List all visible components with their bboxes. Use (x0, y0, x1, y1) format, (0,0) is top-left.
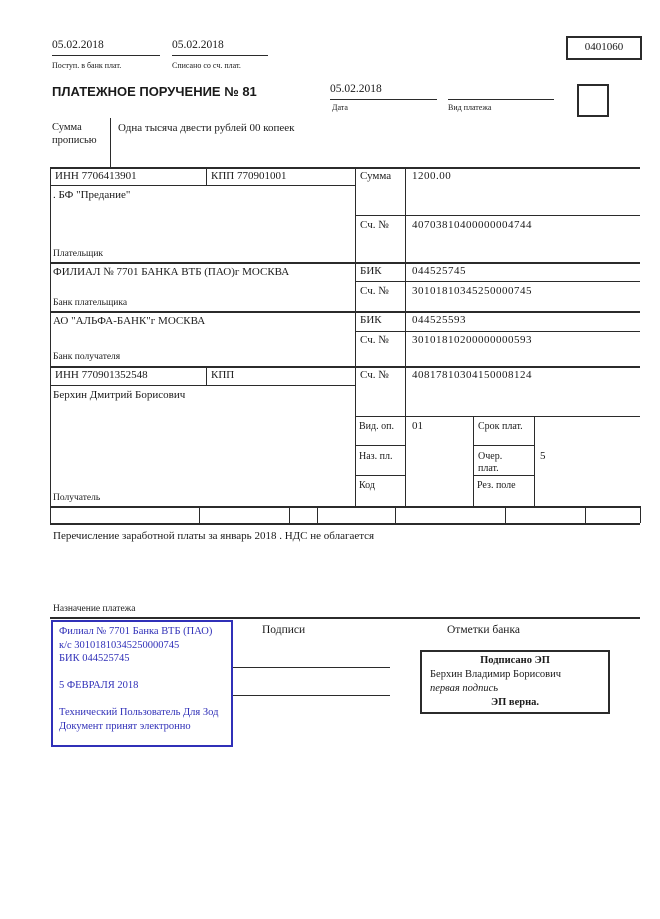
esign-kind: первая подпись (430, 683, 499, 694)
table-line (355, 281, 640, 282)
signatures-label: Подписи (262, 624, 306, 636)
op-kind-label: Вид. оп. (359, 421, 394, 432)
tax-row-divider (289, 506, 290, 523)
purpose-code-label: Наз. пл. (359, 451, 393, 462)
bank-stamp-status: Документ принят электронно (59, 720, 191, 732)
tax-row-divider (395, 506, 396, 523)
payee-account-label: Сч. № (360, 369, 389, 381)
payer-bank-name: ФИЛИАЛ № 7701 БАНКА ВТБ (ПАО)г МОСКВА (53, 266, 290, 278)
payer-bank-bik-label: БИК (360, 265, 382, 277)
debited-from-account-date: 05.02.2018 (172, 38, 268, 56)
tax-row-divider (505, 506, 506, 523)
table-line (50, 185, 355, 186)
divider (110, 118, 111, 167)
signature-line-1 (233, 667, 390, 668)
form-code-box: 0401060 (566, 36, 642, 60)
payer-bank-account-label: Сч. № (360, 285, 389, 297)
payer-bank-section-label: Банк плательщика (53, 298, 128, 308)
amount-value: 1200.00 (412, 170, 452, 182)
payee-bank-account-value: 30101810200000000593 (412, 334, 532, 346)
payee-section-label: Получатель (53, 493, 101, 503)
table-line (50, 523, 640, 525)
table-line (473, 416, 474, 506)
bank-stamp-spacer (59, 666, 225, 680)
reserve-field-label: Рез. поле (477, 480, 516, 491)
payment-purpose-label: Назначение платежа (53, 604, 136, 614)
table-line (355, 475, 405, 476)
payer-section-label: Плательщик (53, 249, 104, 259)
bank-stamp-user: Технический Пользователь Для Зод (59, 707, 219, 718)
bank-stamp-line: Филиал № 7701 Банка ВТБ (ПАО) (59, 626, 213, 637)
signature-line-2 (233, 695, 390, 696)
payee-name: Берхин Дмитрий Борисович (53, 389, 186, 401)
document-title: ПЛАТЕЖНОЕ ПОРУЧЕНИЕ № 81 (52, 84, 257, 99)
table-line (50, 506, 640, 508)
payee-account-value: 40817810304150008124 (412, 369, 532, 381)
payee-bank-section-label: Банк получателя (53, 352, 121, 362)
op-kind-value: 01 (412, 420, 423, 432)
amount-in-words-value: Одна тысяча двести рублей 00 копеек (118, 122, 295, 134)
table-line (534, 416, 535, 506)
bank-stamp-box (51, 620, 233, 747)
table-line (405, 167, 406, 506)
table-line (206, 167, 207, 185)
table-line (50, 167, 51, 523)
table-line (206, 366, 207, 385)
bank-stamp-spacer (59, 693, 225, 707)
bank-stamp-line: БИК 044525745 (59, 653, 130, 664)
payee-bank-bik-label: БИК (360, 314, 382, 326)
esign-stamp-box (420, 650, 610, 714)
table-line (355, 416, 640, 417)
payee-bank-bik-value: 044525593 (412, 314, 466, 326)
payer-bank-bik-value: 044525745 (412, 265, 466, 277)
table-line (50, 167, 640, 169)
table-line (355, 331, 640, 332)
received-in-bank-label: Поступ. в банк плат. (52, 61, 122, 70)
table-line (355, 215, 640, 216)
payment-kind-label: Вид платежа (448, 103, 492, 112)
tax-row-divider (317, 506, 318, 523)
payer-bank-account-value: 30101810345250000745 (412, 285, 532, 297)
table-line (473, 445, 534, 446)
payee-bank-account-label: Сч. № (360, 334, 389, 346)
amount-label: Сумма (360, 170, 392, 182)
payer-name: . БФ "Предание" (53, 189, 131, 201)
payment-kind-box (577, 84, 609, 117)
table-line (355, 167, 356, 506)
payee-kpp-label: КПП (211, 369, 235, 381)
bank-stamp-line: к/с 30101810345250000745 (59, 639, 180, 651)
payee-inn: ИНН 770901352548 (55, 369, 148, 381)
payee-bank-name: АО "АЛЬФА-БАНК"г МОСКВА (53, 315, 206, 327)
payer-inn: ИНН 7706413901 (55, 170, 137, 182)
table-line (355, 445, 405, 446)
table-line (50, 385, 355, 386)
payment-kind-line (448, 99, 554, 100)
due-date-label: Срок плат. (478, 421, 523, 432)
date-label: Дата (332, 103, 348, 112)
table-line (50, 311, 640, 313)
payment-purpose-text: Перечисление заработной платы за январь 2018 . НДС не облагается (53, 530, 375, 542)
bank-stamp-date: 5 ФЕВРАЛЯ 2018 (59, 680, 139, 691)
priority-value: 5 (540, 450, 546, 462)
bank-marks-label: Отметки банка (447, 624, 520, 636)
table-line (50, 366, 640, 368)
tax-row-divider (585, 506, 586, 523)
esign-validity: ЭП верна. (490, 697, 539, 708)
tax-row-divider (199, 506, 200, 523)
payer-kpp: КПП 770901001 (211, 170, 287, 182)
esign-name: Берхин Владимир Борисович (430, 669, 561, 680)
table-line (50, 262, 640, 264)
debited-from-account-label: Списано со сч. плат. (172, 61, 241, 70)
amount-in-words-label: Сумма прописью (52, 122, 97, 146)
received-in-bank-date: 05.02.2018 (52, 38, 160, 56)
code-label: Код (359, 480, 375, 491)
esign-title: Подписано ЭП (480, 655, 550, 666)
payer-account-value: 40703810400000004744 (412, 219, 532, 231)
priority-label: Очер. плат. (478, 451, 503, 474)
table-line (473, 475, 534, 476)
payer-account-label: Сч. № (360, 219, 389, 231)
document-date: 05.02.2018 (330, 82, 437, 100)
table-line (50, 617, 640, 619)
tax-row-divider (640, 506, 641, 523)
